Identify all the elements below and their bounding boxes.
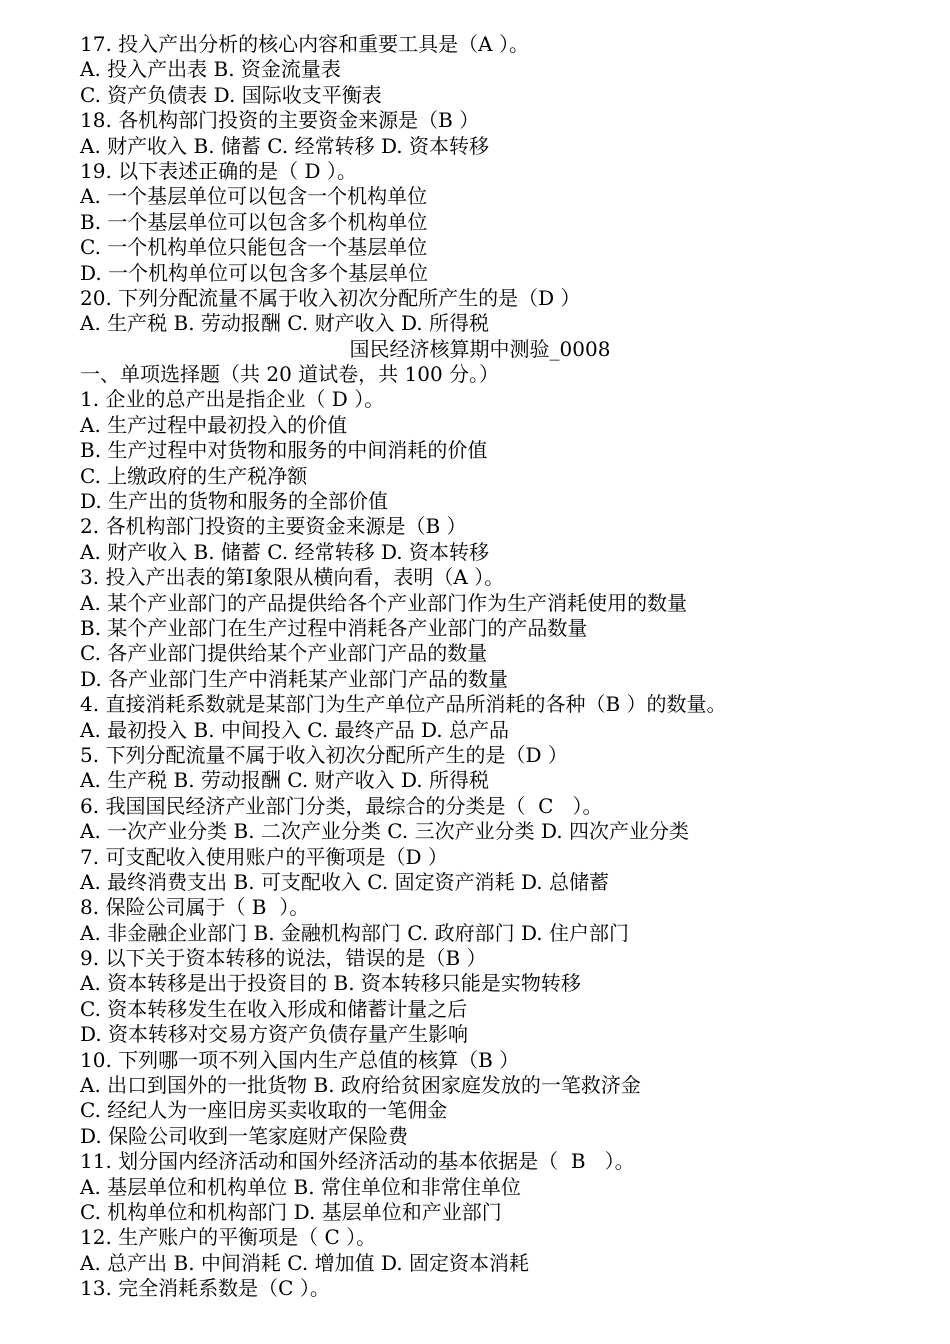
text-line: D. 各产业部门生产中消耗某产业部门产品的数量 — [80, 666, 509, 691]
text-line: 18. 各机构部门投资的主要资金来源是（B ） — [80, 108, 480, 133]
text-line: 7. 可支配收入使用账户的平衡项是（D ） — [80, 844, 448, 869]
text-line: A. 总产出 B. 中间消耗 C. 增加值 D. 固定资本消耗 — [80, 1250, 529, 1275]
text-line: A. 财产收入 B. 储蓄 C. 经常转移 D. 资本转移 — [80, 133, 489, 158]
text-line: A. 最初投入 B. 中间投入 C. 最终产品 D. 总产品 — [80, 717, 509, 742]
text-line: 3. 投入产出表的第Ⅰ象限从横向看，表明（A ）。 — [80, 565, 505, 590]
text-line: A. 非金融企业部门 B. 金融机构部门 C. 政府部门 D. 住户部门 — [80, 920, 629, 945]
text-line: A. 一个基层单位可以包含一个机构单位 — [80, 184, 428, 209]
text-line: A. 基层单位和机构单位 B. 常住单位和非常住单位 — [80, 1174, 521, 1199]
text-line: C. 各产业部门提供给某个产业部门产品的数量 — [80, 641, 488, 666]
text-line: B. 生产过程中对货物和服务的中间消耗的价值 — [80, 438, 488, 463]
text-line: A. 生产过程中最初投入的价值 — [80, 412, 348, 437]
text-line: D. 一个机构单位可以包含多个基层单位 — [80, 260, 429, 285]
text-line: D. 生产出的货物和服务的全部价值 — [80, 489, 389, 514]
text-line: D. 保险公司收到一笔家庭财产保险费 — [80, 1123, 409, 1148]
text-line: B. 某个产业部门在生产过程中消耗各产业部门的产品数量 — [80, 615, 588, 640]
text-line: 6. 我国国民经济产业部门分类，最综合的分类是（ C ）。 — [80, 793, 603, 818]
text-line: 5. 下列分配流量不属于收入初次分配所产生的是（D ） — [80, 742, 568, 767]
text-line: A. 生产税 B. 劳动报酬 C. 财产收入 D. 所得税 — [80, 311, 489, 336]
text-line: 一、单项选择题（共 20 道试卷，共 100 分。） — [80, 362, 500, 387]
text-line: 9. 以下关于资本转移的说法，错误的是（B ） — [80, 946, 487, 971]
text-line: D. 资本转移对交易方资产负债存量产生影响 — [80, 1022, 469, 1047]
text-line: A. 资本转移是出于投资目的 B. 资本转移只能是实物转移 — [80, 971, 581, 996]
text-line: A. 某个产业部门的产品提供给各个产业部门作为生产消耗使用的数量 — [80, 590, 688, 615]
text-line: B. 一个基层单位可以包含多个机构单位 — [80, 209, 428, 234]
document-body — [80, 32, 940, 1302]
text-line: C. 资本转移发生在收入形成和储蓄计量之后 — [80, 996, 468, 1021]
text-line: 20. 下列分配流量不属于收入初次分配所产生的是（D ） — [80, 285, 581, 310]
text-line: C. 上缴政府的生产税净额 — [80, 463, 308, 488]
text-line: C. 资产负债表 D. 国际收支平衡表 — [80, 82, 382, 107]
text-line: A. 最终消费支出 B. 可支配收入 C. 固定资产消耗 D. 总储蓄 — [80, 869, 609, 894]
text-line: A. 生产税 B. 劳动报酬 C. 财产收入 D. 所得税 — [80, 768, 489, 793]
section-title: 国民经济核算期中测验_0008 — [349, 336, 611, 361]
text-line: 10. 下列哪一项不列入国内生产总值的核算（B ） — [80, 1047, 520, 1072]
text-line: C. 经纪人为一座旧房买卖收取的一笔佣金 — [80, 1098, 448, 1123]
text-line: 17. 投入产出分析的核心内容和重要工具是（A ）。 — [80, 32, 529, 56]
text-line: C. 机构单位和机构部门 D. 基层单位和产业部门 — [80, 1199, 502, 1224]
text-line: 2. 各机构部门投资的主要资金来源是（B ） — [80, 514, 467, 539]
text-line: A. 财产收入 B. 储蓄 C. 经常转移 D. 资本转移 — [80, 539, 489, 564]
text-line: 11. 划分国内经济活动和国外经济活动的基本依据是（ B ）。 — [80, 1149, 635, 1174]
text-line: 12. 生产账户的平衡项是（ C ）。 — [80, 1225, 377, 1250]
text-line: C. 一个机构单位只能包含一个基层单位 — [80, 235, 428, 260]
text-line: A. 投入产出表 B. 资金流量表 — [80, 57, 341, 82]
text-line: 19. 以下表述正确的是（ D ）。 — [80, 158, 357, 183]
text-line: 4. 直接消耗系数就是某部门为生产单位产品所消耗的各种（B ）的数量。 — [80, 692, 727, 717]
text-line: 13. 完全消耗系数是（C ）。 — [80, 1276, 330, 1301]
text-line: A. 出口到国外的一批货物 B. 政府给贫困家庭发放的一笔救济金 — [80, 1073, 641, 1098]
text-line: A. 一次产业分类 B. 二次产业分类 C. 三次产业分类 D. 四次产业分类 — [80, 819, 689, 844]
text-line: 8. 保险公司属于（ B ）。 — [80, 895, 310, 920]
text-line: 1. 企业的总产出是指企业（ D ）。 — [80, 387, 385, 412]
